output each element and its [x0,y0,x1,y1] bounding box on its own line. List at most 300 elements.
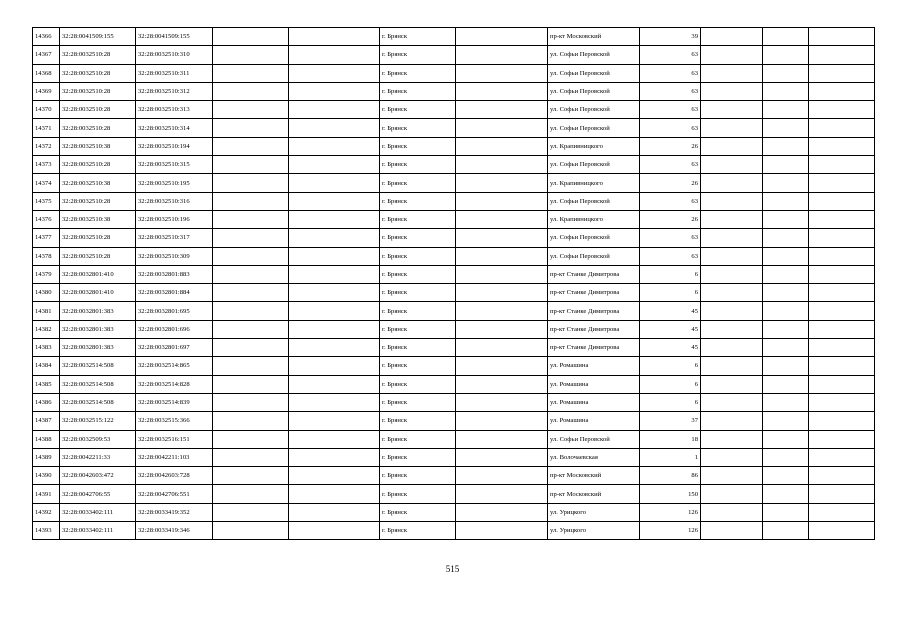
row-number-cell: 14381 [33,302,60,320]
empty-cell [763,357,809,375]
row-number-cell: 14393 [33,522,60,540]
empty-cell [456,229,548,247]
empty-cell [701,467,763,485]
city-cell: г. Брянск [380,412,456,430]
empty-cell [809,357,875,375]
street-cell: ул. Урицкого [548,522,640,540]
row-number-cell: 14387 [33,412,60,430]
empty-cell [763,412,809,430]
empty-cell [289,339,380,357]
empty-cell [763,430,809,448]
empty-cell [763,467,809,485]
street-cell: ул. Софьи Перовской [548,229,640,247]
empty-cell [213,210,289,228]
city-cell: г. Брянск [380,522,456,540]
empty-cell [701,448,763,466]
empty-cell [289,357,380,375]
empty-cell [763,522,809,540]
object-cadastral-cell: 32:28:0032510:316 [136,192,213,210]
object-cadastral-cell: 32:28:0032510:317 [136,229,213,247]
house-number-cell: 63 [640,64,701,82]
house-number-cell: 63 [640,229,701,247]
empty-cell [289,430,380,448]
row-number-cell: 14366 [33,28,60,46]
street-cell: пр-кт Станке Димитрова [548,302,640,320]
table-row [33,46,875,64]
empty-cell [213,174,289,192]
table-row [33,229,875,247]
object-cadastral-cell: 32:28:0032510:310 [136,46,213,64]
empty-cell [289,412,380,430]
empty-cell [213,156,289,174]
empty-cell [763,265,809,283]
empty-cell [763,156,809,174]
empty-cell [763,82,809,100]
street-cell: ул. Урицкого [548,503,640,521]
empty-cell [456,82,548,100]
table-row [33,210,875,228]
house-number-cell: 18 [640,430,701,448]
empty-cell [763,448,809,466]
land-cadastral-cell: 32:28:0032510:28 [60,229,136,247]
empty-cell [289,137,380,155]
empty-cell [456,247,548,265]
land-cadastral-cell: 32:28:0032801:383 [60,320,136,338]
street-cell: ул. Волочаевская [548,448,640,466]
empty-cell [763,174,809,192]
empty-cell [456,302,548,320]
object-cadastral-cell: 32:28:0032510:194 [136,137,213,155]
city-cell: г. Брянск [380,284,456,302]
object-cadastral-cell: 32:28:0041509:155 [136,28,213,46]
empty-cell [289,210,380,228]
street-cell: ул. Ромашина [548,357,640,375]
empty-cell [289,119,380,137]
object-cadastral-cell: 32:28:0032510:196 [136,210,213,228]
empty-cell [809,101,875,119]
empty-cell [213,522,289,540]
row-number-cell: 14375 [33,192,60,210]
land-cadastral-cell: 32:28:0032801:410 [60,265,136,283]
land-cadastral-cell: 32:28:0032801:383 [60,302,136,320]
street-cell: ул. Крапивницкого [548,210,640,228]
empty-cell [809,174,875,192]
house-number-cell: 63 [640,82,701,100]
street-cell: пр-кт Станке Димитрова [548,265,640,283]
empty-cell [289,82,380,100]
city-cell: г. Брянск [380,64,456,82]
empty-cell [289,503,380,521]
empty-cell [213,82,289,100]
object-cadastral-cell: 32:28:0032510:195 [136,174,213,192]
house-number-cell: 45 [640,320,701,338]
empty-cell [701,265,763,283]
empty-cell [763,284,809,302]
object-cadastral-cell: 32:28:0042211:103 [136,448,213,466]
table-row [33,393,875,411]
object-cadastral-cell: 32:28:0032510:315 [136,156,213,174]
empty-cell [456,210,548,228]
empty-cell [289,485,380,503]
empty-cell [763,64,809,82]
house-number-cell: 63 [640,119,701,137]
empty-cell [213,430,289,448]
empty-cell [809,393,875,411]
empty-cell [456,64,548,82]
empty-cell [456,320,548,338]
city-cell: г. Брянск [380,393,456,411]
row-number-cell: 14380 [33,284,60,302]
empty-cell [456,467,548,485]
house-number-cell: 63 [640,247,701,265]
street-cell: ул. Софьи Перовской [548,82,640,100]
empty-cell [456,430,548,448]
empty-cell [213,467,289,485]
empty-cell [701,302,763,320]
city-cell: г. Брянск [380,174,456,192]
empty-cell [809,192,875,210]
empty-cell [289,28,380,46]
street-cell: ул. Ромашина [548,393,640,411]
house-number-cell: 45 [640,302,701,320]
object-cadastral-cell: 32:28:0032801:696 [136,320,213,338]
object-cadastral-cell: 32:28:0032801:883 [136,265,213,283]
street-cell: ул. Софьи Перовской [548,430,640,448]
row-number-cell: 14386 [33,393,60,411]
house-number-cell: 6 [640,357,701,375]
empty-cell [456,522,548,540]
empty-cell [763,192,809,210]
empty-cell [213,101,289,119]
empty-cell [213,229,289,247]
empty-cell [809,375,875,393]
empty-cell [456,448,548,466]
street-cell: ул. Софьи Перовской [548,101,640,119]
empty-cell [289,64,380,82]
empty-cell [213,247,289,265]
empty-cell [763,119,809,137]
empty-cell [809,156,875,174]
empty-cell [456,503,548,521]
empty-cell [809,339,875,357]
empty-cell [763,101,809,119]
street-cell: пр-кт Станке Димитрова [548,339,640,357]
empty-cell [763,485,809,503]
empty-cell [809,522,875,540]
empty-cell [456,339,548,357]
table-row [33,101,875,119]
city-cell: г. Брянск [380,119,456,137]
empty-cell [701,46,763,64]
land-cadastral-cell: 32:28:0032510:28 [60,247,136,265]
row-number-cell: 14367 [33,46,60,64]
house-number-cell: 45 [640,339,701,357]
empty-cell [701,430,763,448]
city-cell: г. Брянск [380,82,456,100]
house-number-cell: 63 [640,46,701,64]
empty-cell [809,229,875,247]
empty-cell [701,28,763,46]
empty-cell [289,467,380,485]
row-number-cell: 14372 [33,137,60,155]
street-cell: ул. Софьи Перовской [548,46,640,64]
table-row [33,28,875,46]
row-number-cell: 14384 [33,357,60,375]
empty-cell [456,375,548,393]
empty-cell [809,28,875,46]
empty-cell [701,522,763,540]
city-cell: г. Брянск [380,503,456,521]
empty-cell [213,412,289,430]
empty-cell [213,192,289,210]
empty-cell [809,247,875,265]
row-number-cell: 14370 [33,101,60,119]
empty-cell [763,247,809,265]
table-row [33,119,875,137]
street-cell: ул. Софьи Перовской [548,192,640,210]
empty-cell [809,503,875,521]
table-row [33,320,875,338]
empty-cell [701,375,763,393]
empty-cell [809,137,875,155]
land-cadastral-cell: 32:28:0032510:28 [60,156,136,174]
empty-cell [289,174,380,192]
city-cell: г. Брянск [380,467,456,485]
empty-cell [213,357,289,375]
street-cell: пр-кт Московский [548,467,640,485]
house-number-cell: 1 [640,448,701,466]
empty-cell [809,412,875,430]
row-number-cell: 14388 [33,430,60,448]
empty-cell [701,210,763,228]
object-cadastral-cell: 32:28:0042706:551 [136,485,213,503]
street-cell: ул. Крапивницкого [548,137,640,155]
table-row [33,522,875,540]
land-cadastral-cell: 32:28:0032510:28 [60,64,136,82]
house-number-cell: 6 [640,393,701,411]
land-cadastral-cell: 32:28:0032510:38 [60,137,136,155]
street-cell: ул. Софьи Перовской [548,247,640,265]
empty-cell [213,485,289,503]
empty-cell [763,503,809,521]
empty-cell [701,192,763,210]
table-row [33,412,875,430]
street-cell: ул. Софьи Перовской [548,119,640,137]
house-number-cell: 39 [640,28,701,46]
land-cadastral-cell: 32:28:0042211:33 [60,448,136,466]
table-row [33,64,875,82]
table-row [33,503,875,521]
empty-cell [213,284,289,302]
row-number-cell: 14377 [33,229,60,247]
land-cadastral-cell: 32:28:0032515:122 [60,412,136,430]
city-cell: г. Брянск [380,101,456,119]
street-cell: ул. Крапивницкого [548,174,640,192]
city-cell: г. Брянск [380,339,456,357]
empty-cell [456,393,548,411]
empty-cell [456,265,548,283]
row-number-cell: 14371 [33,119,60,137]
empty-cell [456,357,548,375]
empty-cell [701,247,763,265]
house-number-cell: 6 [640,284,701,302]
city-cell: г. Брянск [380,375,456,393]
city-cell: г. Брянск [380,46,456,64]
empty-cell [763,210,809,228]
house-number-cell: 63 [640,156,701,174]
row-number-cell: 14383 [33,339,60,357]
empty-cell [763,375,809,393]
row-number-cell: 14390 [33,467,60,485]
empty-cell [763,302,809,320]
empty-cell [809,265,875,283]
empty-cell [809,210,875,228]
table-row [33,339,875,357]
empty-cell [809,320,875,338]
empty-cell [701,284,763,302]
empty-cell [809,119,875,137]
table-row [33,192,875,210]
table-row [33,375,875,393]
table-row [33,156,875,174]
empty-cell [289,101,380,119]
empty-cell [701,119,763,137]
house-number-cell: 6 [640,265,701,283]
empty-cell [289,156,380,174]
object-cadastral-cell: 32:28:0032514:865 [136,357,213,375]
page-number: 515 [445,564,460,574]
empty-cell [701,503,763,521]
street-cell: ул. Ромашина [548,375,640,393]
empty-cell [809,284,875,302]
empty-cell [701,485,763,503]
house-number-cell: 63 [640,101,701,119]
empty-cell [809,485,875,503]
empty-cell [289,448,380,466]
empty-cell [456,46,548,64]
house-number-cell: 6 [640,375,701,393]
land-cadastral-cell: 32:28:0032510:38 [60,210,136,228]
empty-cell [213,503,289,521]
land-cadastral-cell: 32:28:0032514:508 [60,393,136,411]
empty-cell [763,137,809,155]
table-row [33,430,875,448]
row-number-cell: 14378 [33,247,60,265]
city-cell: г. Брянск [380,265,456,283]
empty-cell [289,522,380,540]
city-cell: г. Брянск [380,156,456,174]
empty-cell [213,28,289,46]
house-number-cell: 26 [640,210,701,228]
empty-cell [456,284,548,302]
city-cell: г. Брянск [380,192,456,210]
empty-cell [289,375,380,393]
street-cell: пр-кт Московский [548,485,640,503]
table-row [33,82,875,100]
land-cadastral-cell: 32:28:0032801:383 [60,339,136,357]
empty-cell [289,393,380,411]
city-cell: г. Брянск [380,485,456,503]
empty-cell [289,192,380,210]
street-cell: ул. Софьи Перовской [548,156,640,174]
table-row [33,357,875,375]
house-number-cell: 37 [640,412,701,430]
object-cadastral-cell: 32:28:0033419:346 [136,522,213,540]
land-cadastral-cell: 32:28:0032801:410 [60,284,136,302]
empty-cell [456,192,548,210]
empty-cell [809,302,875,320]
empty-cell [763,28,809,46]
table-row [33,302,875,320]
empty-cell [456,28,548,46]
row-number-cell: 14379 [33,265,60,283]
row-number-cell: 14369 [33,82,60,100]
object-cadastral-cell: 32:28:0032510:314 [136,119,213,137]
object-cadastral-cell: 32:28:0032514:839 [136,393,213,411]
city-cell: г. Брянск [380,448,456,466]
table-row [33,284,875,302]
land-cadastral-cell: 32:28:0033402:111 [60,522,136,540]
empty-cell [701,137,763,155]
object-cadastral-cell: 32:28:0032510:311 [136,64,213,82]
land-cadastral-cell: 32:28:0032510:28 [60,101,136,119]
object-cadastral-cell: 32:28:0032510:309 [136,247,213,265]
land-cadastral-cell: 32:28:0041509:155 [60,28,136,46]
city-cell: г. Брянск [380,210,456,228]
table-row [33,137,875,155]
house-number-cell: 126 [640,503,701,521]
land-cadastral-cell: 32:28:0042706:55 [60,485,136,503]
city-cell: г. Брянск [380,320,456,338]
empty-cell [289,229,380,247]
house-number-cell: 150 [640,485,701,503]
land-cadastral-cell: 32:28:0032510:28 [60,192,136,210]
empty-cell [289,284,380,302]
city-cell: г. Брянск [380,247,456,265]
land-cadastral-cell: 32:28:0033402:111 [60,503,136,521]
empty-cell [456,412,548,430]
empty-cell [701,101,763,119]
row-number-cell: 14373 [33,156,60,174]
object-cadastral-cell: 32:28:0032514:828 [136,375,213,393]
empty-cell [701,320,763,338]
street-cell: пр-кт Станке Димитрова [548,284,640,302]
object-cadastral-cell: 32:28:0033419:352 [136,503,213,521]
house-number-cell: 26 [640,174,701,192]
row-number-cell: 14392 [33,503,60,521]
house-number-cell: 126 [640,522,701,540]
object-cadastral-cell: 32:28:0032510:312 [136,82,213,100]
empty-cell [213,448,289,466]
empty-cell [701,339,763,357]
land-cadastral-cell: 32:28:0032509:53 [60,430,136,448]
city-cell: г. Брянск [380,229,456,247]
table-row [33,448,875,466]
street-cell: ул. Ромашина [548,412,640,430]
empty-cell [213,119,289,137]
land-cadastral-cell: 32:28:0032510:28 [60,82,136,100]
empty-cell [763,46,809,64]
empty-cell [809,467,875,485]
table-row [33,247,875,265]
empty-cell [809,64,875,82]
empty-cell [809,430,875,448]
row-number-cell: 14382 [33,320,60,338]
land-cadastral-cell: 32:28:0032514:508 [60,357,136,375]
empty-cell [701,64,763,82]
table-body [33,28,875,540]
object-cadastral-cell: 32:28:0032516:151 [136,430,213,448]
